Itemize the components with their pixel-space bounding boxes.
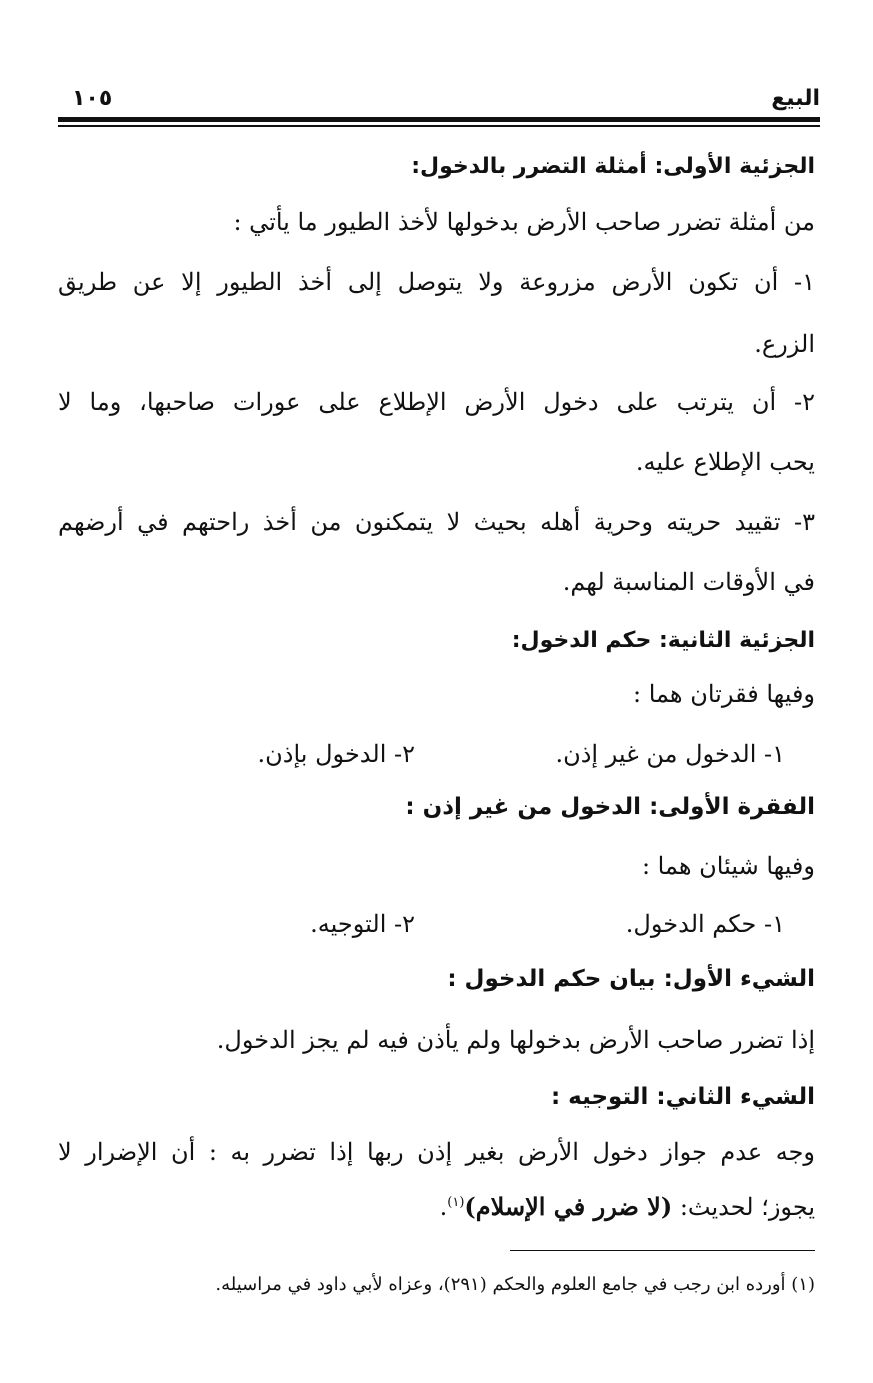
thing2-line2 — [58, 1192, 815, 1221]
thing1-heading: الشيء الأول: بيان حكم الدخول : — [447, 966, 815, 992]
footnote-reference: (١) — [447, 1195, 465, 1210]
item1-line2: الزرع. — [754, 330, 815, 358]
item2-line2: يحب الإطلاع عليه. — [635, 448, 815, 476]
item2-line1: ٢- أن يترتب على دخول الأرض الإطلاع على عورات صاحبها، وما لا — [58, 388, 816, 416]
part2-option-1: ١- الدخول من غير إذن. — [555, 740, 785, 768]
para1-heading: الفقرة الأولى: الدخول من غير إذن : — [405, 794, 815, 820]
item1-line1: ١- أن تكون الأرض مزروعة ولا يتوصل إلى أخذ الطيور إلا عن طريق — [58, 268, 815, 296]
header-rule-thick — [58, 117, 820, 122]
hadith-quote: (لا ضرر في الإسلام) — [464, 1192, 673, 1221]
item3-line2: في الأوقات المناسبة لهم. — [562, 568, 815, 596]
thing2-line2-prefix: يجوز؛ لحديث: — [672, 1193, 815, 1221]
thing2-line2-end: . — [439, 1193, 448, 1221]
footnote-text: (١) أورده ابن رجب في جامع العلوم والحكم (٢٩١)، وعزاه لأبي داود في مراسيله. — [215, 1274, 815, 1295]
para1-option-2: ٢- التوجيه. — [310, 910, 415, 938]
para1-option-1: ١- حكم الدخول. — [625, 910, 785, 938]
running-title: البيع — [771, 86, 820, 111]
part1-heading: الجزئية الأولى: أمثلة التضرر بالدخول: — [411, 154, 815, 179]
footnote-separator — [510, 1250, 815, 1251]
running-header — [58, 86, 820, 116]
para1-intro: وفيها شيئان هما : — [641, 852, 815, 880]
part1-intro: من أمثلة تضرر صاحب الأرض بدخولها لأخذ الطيور ما يأتي : — [233, 208, 815, 236]
part2-option-2: ٢- الدخول بإذن. — [257, 740, 415, 768]
thing2-heading: الشيء الثاني: التوجيه : — [550, 1084, 815, 1110]
item3-line1: ٣- تقييد حريته وحرية أهله بحيث لا يتمكنون من أخذ راحتهم في أرضهم — [58, 508, 815, 536]
part2-intro: وفيها فقرتان هما : — [633, 680, 815, 708]
thing2-line1: وجه عدم جواز دخول الأرض بغير إذن ربها إذا تضرر به : أن الإضرار لا — [58, 1138, 815, 1166]
thing1-text: إذا تضرر صاحب الأرض بدخولها ولم يأذن فيه لم يجز الدخول. — [216, 1026, 815, 1054]
page-number: ١٠٥ — [72, 86, 113, 111]
part2-heading: الجزئية الثانية: حكم الدخول: — [511, 628, 815, 653]
header-rule-thin — [58, 125, 820, 127]
